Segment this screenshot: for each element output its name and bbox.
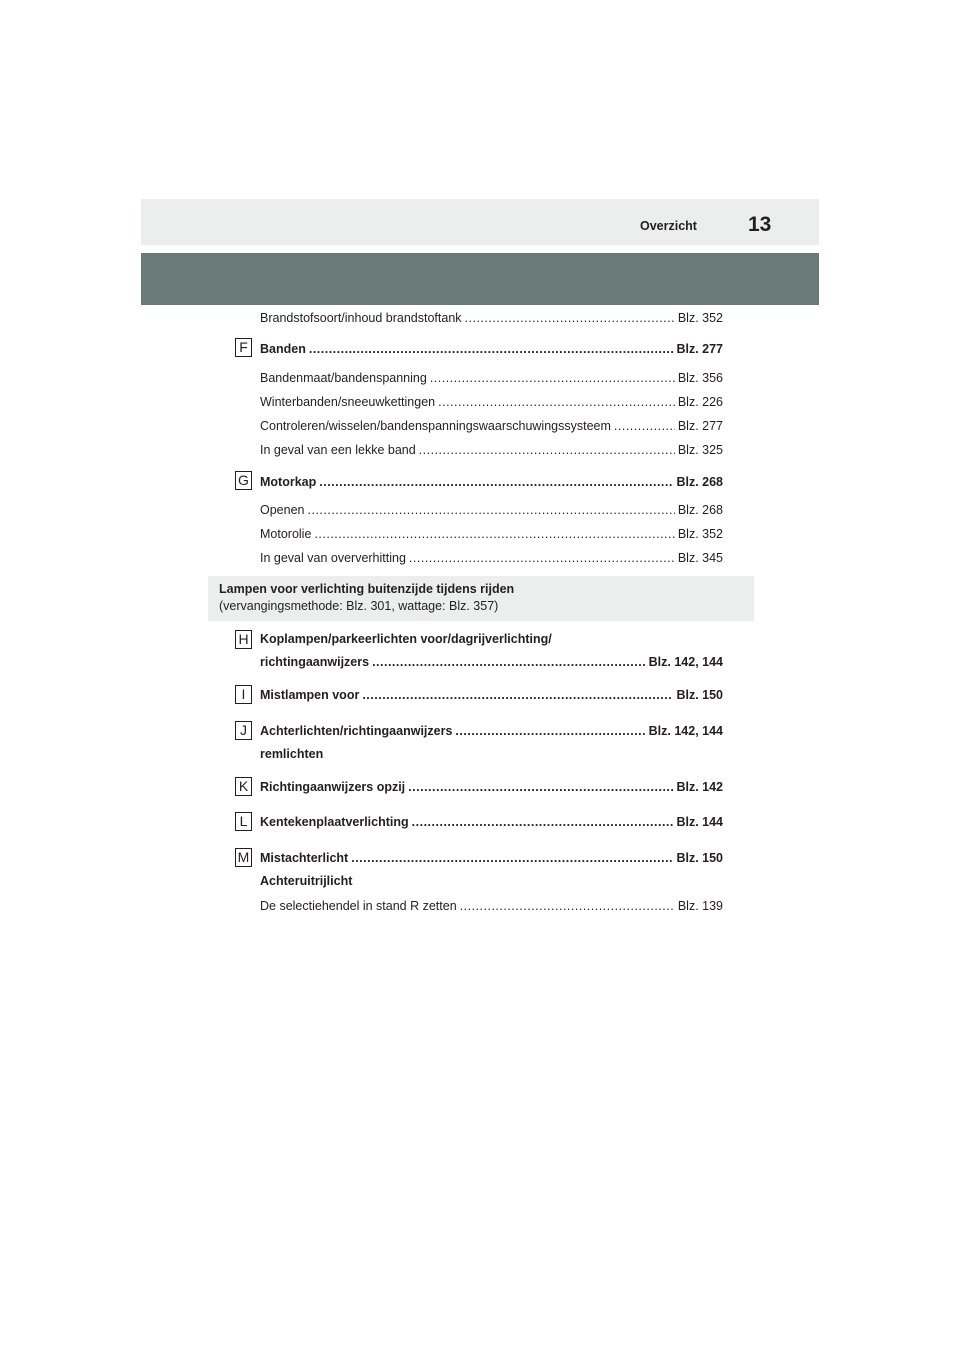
toc-row-heading: Motorkap ..... Blz. 268 <box>260 474 723 490</box>
section-title: Overzicht <box>640 219 697 233</box>
toc-row: Controleren/wisselen/bandenspanningswaarschuwingssysteem ..... Blz. 277 <box>260 418 723 434</box>
marker-letter-g: G <box>235 471 252 490</box>
marker-letter-j: J <box>235 721 252 740</box>
toc-row-heading: Mistachterlicht ..... Blz. 150 <box>260 850 723 866</box>
image-band <box>141 253 819 305</box>
marker-letter-h: H <box>235 630 252 649</box>
marker-letter-i: I <box>235 685 252 704</box>
toc-row: In geval van oververhitting ..... Blz. 345 <box>260 550 723 566</box>
marker-letter-m: M <box>235 848 252 867</box>
note-title: Lampen voor verlichting buitenzijde tijdens rijden <box>219 582 515 596</box>
toc-row-heading: Mistlampen voor ..... Blz. 150 <box>260 687 723 703</box>
toc-row-heading: richtingaanwijzers ..... Blz. 142, 144 <box>260 654 723 670</box>
note-subtitle: (vervangingsmethode: Blz. 301, wattage: Blz. 357) <box>219 599 499 613</box>
lamp-heading-line: remlichten <box>260 747 324 761</box>
toc-row-heading: Kentekenplaatverlichting ..... Blz. 144 <box>260 814 723 830</box>
toc-row-heading: Banden ..... Blz. 277 <box>260 341 723 357</box>
marker-letter-f: F <box>235 338 252 357</box>
lamp-heading-line: Koplampen/parkeerlichten voor/dagrijverlichting/ <box>260 632 552 646</box>
header-bar <box>141 199 819 245</box>
toc-row-heading: Richtingaanwijzers opzij ..... Blz. 142 <box>260 779 723 795</box>
page-number: 13 <box>748 213 772 236</box>
marker-letter-l: L <box>235 812 252 831</box>
toc-row-heading: Achterlichten/richtingaanwijzers ..... Blz. 142, 144 <box>260 723 723 739</box>
toc-row: De selectiehendel in stand R zetten ..... Blz. 139 <box>260 898 723 914</box>
toc-row: Brandstofsoort/inhoud brandstoftank ..... Blz. 352 <box>260 310 723 326</box>
toc-row: In geval van een lekke band ..... Blz. 325 <box>260 442 723 458</box>
toc-row: Winterbanden/sneeuwkettingen ..... Blz. 226 <box>260 394 723 410</box>
toc-row: Motorolie ..... Blz. 352 <box>260 526 723 542</box>
marker-letter-k: K <box>235 777 252 796</box>
toc-row: Bandenmaat/bandenspanning ..... Blz. 356 <box>260 370 723 386</box>
toc-row: Openen ..... Blz. 268 <box>260 502 723 518</box>
lamp-heading-line: Achteruitrijlicht <box>260 874 353 888</box>
